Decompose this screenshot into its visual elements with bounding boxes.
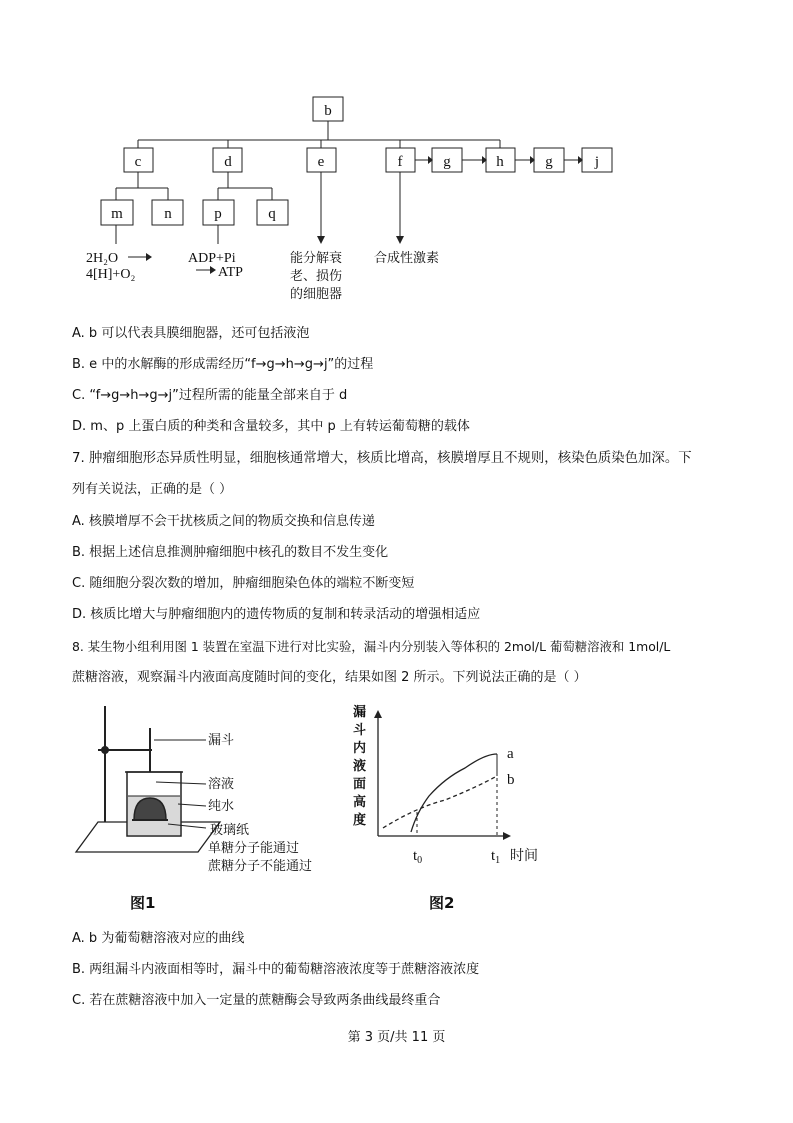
y-axis-label (353, 704, 366, 827)
q6-option-c: C. “f→g→h→g→j”过程所需的能量全部来自于 d (72, 388, 348, 403)
tree-node-h: h (496, 154, 504, 170)
label-solution: 溶液 (208, 777, 235, 792)
x-axis-label: 时间 (510, 848, 538, 864)
q6-option-a: A. b 可以代表具膜细胞器，还可包括液泡 (72, 326, 310, 341)
f-function: 合成性激素 (374, 251, 440, 266)
q8-stem-line2: 蔗糖溶液，观察漏斗内液面高度随时间的变化，结果如图 2 所示。下列说法正确的是（ ） (72, 670, 587, 685)
tree-node-q: q (268, 206, 276, 222)
figure1-caption: 图1 (130, 894, 156, 912)
figure2-chart (345, 700, 565, 920)
tree-node-j: j (594, 154, 600, 170)
y-axis-label-char: 度 (353, 812, 367, 827)
q8-option-b: B. 两组漏斗内液面相等时，漏斗中的葡萄糖溶液浓度等于蔗糖溶液浓度 (72, 962, 480, 977)
tree-node-e: e (317, 154, 325, 170)
tree-node-g1: g (443, 154, 451, 170)
m-reaction-product: 4[H]+O₂ (86, 267, 136, 282)
q8-stem-line1: 8. 某生物小组利用图 1 装置在室温下进行对比实验，漏斗内分别装入等体积的 2mol/L 葡萄糖溶液和 1mol/L (72, 639, 671, 654)
m-reaction-reactant: 2H₂O (86, 251, 119, 266)
y-axis-label-char: 斗 (353, 722, 367, 737)
curve-label-a: a (507, 746, 514, 762)
q8-option-a: A. b 为葡萄糖溶液对应的曲线 (72, 931, 245, 946)
q6-option-d: D. m、p 上蛋白质的种类和含量较多，其中 p 上有转运葡萄糖的载体 (72, 419, 470, 434)
q7-stem-line2: 列有关说法，正确的是（ ） (72, 482, 233, 497)
label-pure-water: 纯水 (208, 799, 235, 814)
label-funnel: 漏斗 (208, 733, 235, 748)
curve-b (383, 776, 497, 828)
tree-node-d: d (224, 154, 232, 170)
tree-node-f: f (397, 154, 403, 170)
q7-option-b: B. 根据上述信息推测肿瘤细胞中核孔的数目不发生变化 (72, 545, 389, 560)
page-footer: 第 3 页/共 11 页 (347, 1030, 446, 1045)
p-reaction-product: ATP (218, 265, 243, 280)
e-function-line3: 的细胞器 (290, 287, 343, 302)
tree-node-p: p (214, 206, 222, 222)
y-axis-label-char: 内 (353, 740, 367, 755)
e-function-line2: 老、损伤 (290, 269, 343, 284)
label-monosaccharide-pass: 单糖分子能通过 (208, 841, 300, 856)
x-tick-t0: $t_0$ (413, 848, 423, 866)
q7-option-d: D. 核质比增大与肿瘤细胞内的遗传物质的复制和转录活动的增强相适应 (72, 607, 481, 622)
p-reaction-reactant: ADP+Pi (188, 251, 236, 266)
q8-option-c: C. 若在蔗糖溶液中加入一定量的蔗糖酶会导致两条曲线最终重合 (72, 993, 441, 1008)
organelle-tree-diagram (0, 0, 793, 320)
x-tick-t1: $t_1$ (491, 848, 501, 866)
curve-a (411, 754, 497, 832)
q7-stem-line1: 7. 肿瘤细胞形态异质性明显，细胞核通常增大，核质比增高，核膜增厚且不规则，核染色质染色加深。下 (72, 451, 692, 466)
tree-node-m: m (111, 206, 123, 222)
tree-node-b: b (324, 103, 332, 119)
q7-option-a: A. 核膜增厚不会干扰核质之间的物质交换和信息传递 (72, 514, 375, 529)
q6-option-b: B. e 中的水解酶的形成需经历“f→g→h→g→j”的过程 (72, 357, 374, 372)
figure1-apparatus (70, 700, 360, 920)
curve-label-b: b (507, 772, 515, 788)
figure2-caption: 图2 (429, 894, 455, 912)
label-cellophane: 玻璃纸 (210, 823, 250, 838)
e-function-line1: 能分解衰 (290, 251, 343, 266)
q7-option-c: C. 随细胞分裂次数的增加，肿瘤细胞染色体的端粒不断变短 (72, 576, 415, 591)
y-axis-label-char: 高 (353, 794, 367, 809)
tree-node-c: c (134, 154, 142, 170)
tree-node-n: n (164, 206, 172, 222)
y-axis-label-char: 面 (353, 776, 367, 791)
tree-node-g2: g (545, 154, 553, 170)
y-axis-label-char: 漏 (353, 704, 367, 719)
label-sucrose-blocked: 蔗糖分子不能通过 (208, 859, 313, 874)
y-axis-label-char: 液 (353, 758, 367, 773)
